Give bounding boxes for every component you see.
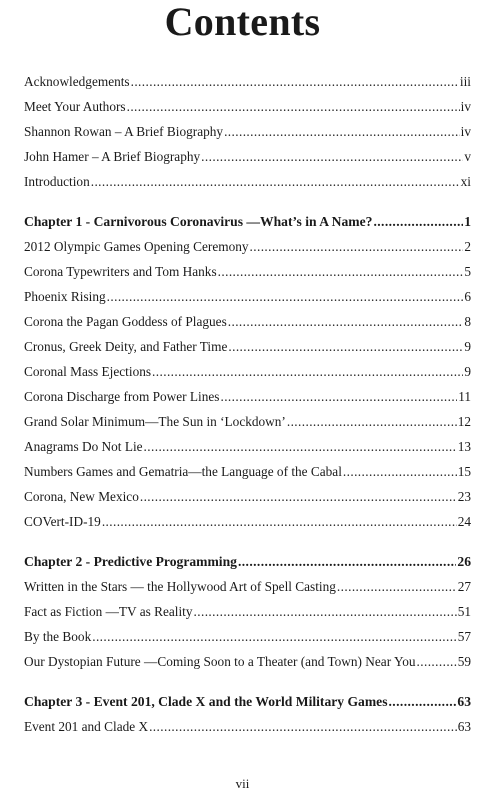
toc-chapter-entry[interactable] bbox=[24, 214, 471, 239]
toc-entry[interactable] bbox=[24, 339, 471, 364]
dot-leader bbox=[228, 339, 463, 355]
toc-entry-page: 51 bbox=[457, 604, 471, 619]
dot-leader bbox=[201, 149, 463, 165]
dot-leader bbox=[107, 289, 464, 305]
toc-entry-page: 27 bbox=[457, 579, 471, 594]
toc-entry[interactable] bbox=[24, 464, 471, 489]
toc-entry-page: 2 bbox=[464, 239, 471, 254]
toc-entry-title: Grand Solar Minimum—The Sun in ‘Lockdown’ bbox=[24, 414, 286, 429]
dot-leader bbox=[152, 364, 463, 380]
toc-entry-page: iii bbox=[459, 74, 471, 89]
toc-chapter-entry[interactable] bbox=[24, 554, 471, 579]
toc-entry[interactable] bbox=[24, 264, 471, 289]
toc-entry-title: By the Book bbox=[24, 629, 92, 644]
toc-entry[interactable] bbox=[24, 604, 471, 629]
dot-leader bbox=[220, 389, 457, 405]
dot-leader bbox=[131, 74, 459, 90]
toc-entry[interactable] bbox=[24, 489, 471, 514]
dot-leader bbox=[417, 654, 457, 670]
toc-entry-title: Coronal Mass Ejections bbox=[24, 364, 152, 379]
dot-leader bbox=[144, 439, 457, 455]
toc-entry-page: 9 bbox=[464, 364, 471, 379]
toc-entry-title: Meet Your Authors bbox=[24, 99, 126, 114]
toc-entry-title: Chapter 3 - Event 201, Clade X and the World Military Games bbox=[24, 694, 388, 709]
toc-entry-page: 5 bbox=[464, 264, 471, 279]
dot-leader bbox=[250, 239, 464, 255]
toc-entry-title: Corona Discharge from Power Lines bbox=[24, 389, 220, 404]
toc-entry-title: Cronus, Greek Deity, and Father Time bbox=[24, 339, 228, 354]
toc-entry-title: Chapter 1 - Carnivorous Coronavirus —What’s in A Name? bbox=[24, 214, 373, 229]
dot-leader bbox=[228, 314, 464, 330]
toc-entry-title: Event 201 and Clade X bbox=[24, 719, 149, 734]
toc-entry-title: Corona the Pagan Goddess of Plagues bbox=[24, 314, 227, 329]
toc-entry-title: Numbers Games and Gematria—the Language of the Cabal bbox=[24, 464, 342, 479]
toc-entry-page: 6 bbox=[464, 289, 471, 304]
toc-entry[interactable] bbox=[24, 314, 471, 339]
dot-leader bbox=[127, 99, 460, 115]
toc-entry-title: Phoenix Rising bbox=[24, 289, 106, 304]
section-gap bbox=[24, 679, 471, 694]
dot-leader bbox=[102, 514, 457, 530]
toc-entry[interactable] bbox=[24, 439, 471, 464]
toc-entry[interactable] bbox=[24, 629, 471, 654]
toc-entry-page: iv bbox=[460, 124, 471, 139]
toc-entry-title: 2012 Olympic Games Opening Ceremony bbox=[24, 239, 249, 254]
toc-entry[interactable] bbox=[24, 74, 471, 99]
toc-entry-page: xi bbox=[460, 174, 471, 189]
toc-entry[interactable] bbox=[24, 579, 471, 604]
section-gap bbox=[24, 199, 471, 214]
toc-entry[interactable] bbox=[24, 719, 471, 744]
toc-entry-title: Fact as Fiction —TV as Reality bbox=[24, 604, 193, 619]
toc-entry-page: 1 bbox=[464, 214, 471, 229]
dot-leader bbox=[224, 124, 460, 140]
toc-entry-title: Shannon Rowan – A Brief Biography bbox=[24, 124, 224, 139]
dot-leader bbox=[91, 174, 460, 190]
dot-leader bbox=[92, 629, 456, 645]
dot-leader bbox=[389, 694, 457, 710]
toc-entry-title: Chapter 2 - Predictive Programming bbox=[24, 554, 237, 569]
toc-entry[interactable] bbox=[24, 99, 471, 124]
toc-entry-page: 26 bbox=[457, 554, 471, 569]
dot-leader bbox=[140, 489, 457, 505]
toc-entry-title: John Hamer – A Brief Biography bbox=[24, 149, 201, 164]
page-title: Contents bbox=[164, 0, 321, 44]
toc-entry-page: iv bbox=[460, 99, 471, 114]
toc-entry-title: Our Dystopian Future —Coming Soon to a Theater (and Town) Near You bbox=[24, 654, 416, 669]
toc-entry-page: 9 bbox=[464, 339, 471, 354]
toc-entry-page: 59 bbox=[457, 654, 471, 669]
toc-entry-title: Anagrams Do Not Lie bbox=[24, 439, 143, 454]
dot-leader bbox=[337, 579, 457, 595]
dot-leader bbox=[149, 719, 457, 735]
toc-entry-page: 24 bbox=[457, 514, 471, 529]
toc-entry-page: v bbox=[464, 149, 471, 164]
dot-leader bbox=[238, 554, 456, 570]
table-of-contents bbox=[24, 74, 471, 744]
toc-entry-title: Introduction bbox=[24, 174, 90, 189]
toc-entry-page: 63 bbox=[457, 694, 471, 709]
toc-entry[interactable] bbox=[24, 364, 471, 389]
toc-entry-title: Corona, New Mexico bbox=[24, 489, 139, 504]
toc-entry-page: 63 bbox=[457, 719, 471, 734]
toc-entry[interactable] bbox=[24, 654, 471, 679]
page-number-folio: vii bbox=[235, 776, 250, 791]
dot-leader bbox=[287, 414, 457, 430]
toc-entry[interactable] bbox=[24, 514, 471, 539]
toc-entry-page: 8 bbox=[464, 314, 471, 329]
toc-entry[interactable] bbox=[24, 389, 471, 414]
section-gap bbox=[24, 539, 471, 554]
dot-leader bbox=[218, 264, 464, 280]
toc-entry-page: 57 bbox=[457, 629, 471, 644]
toc-entry-page: 23 bbox=[457, 489, 471, 504]
dot-leader bbox=[343, 464, 457, 480]
toc-entry[interactable] bbox=[24, 174, 471, 199]
toc-entry[interactable] bbox=[24, 149, 471, 174]
toc-entry-title: COVert-ID-19 bbox=[24, 514, 101, 529]
toc-entry-page: 12 bbox=[457, 414, 471, 429]
toc-entry[interactable] bbox=[24, 414, 471, 439]
toc-entry-page: 13 bbox=[457, 439, 471, 454]
toc-entry-title: Corona Typewriters and Tom Hanks bbox=[24, 264, 217, 279]
toc-entry[interactable] bbox=[24, 124, 471, 149]
toc-chapter-entry[interactable] bbox=[24, 694, 471, 719]
dot-leader bbox=[373, 214, 463, 230]
toc-entry[interactable] bbox=[24, 239, 471, 264]
toc-entry-page: 11 bbox=[458, 389, 471, 404]
toc-entry-page: 15 bbox=[457, 464, 471, 479]
dot-leader bbox=[194, 604, 457, 620]
toc-entry-title: Written in the Stars — the Hollywood Art of Spell Casting bbox=[24, 579, 336, 594]
toc-entry-title: Acknowledgements bbox=[24, 74, 130, 89]
toc-entry[interactable] bbox=[24, 289, 471, 314]
